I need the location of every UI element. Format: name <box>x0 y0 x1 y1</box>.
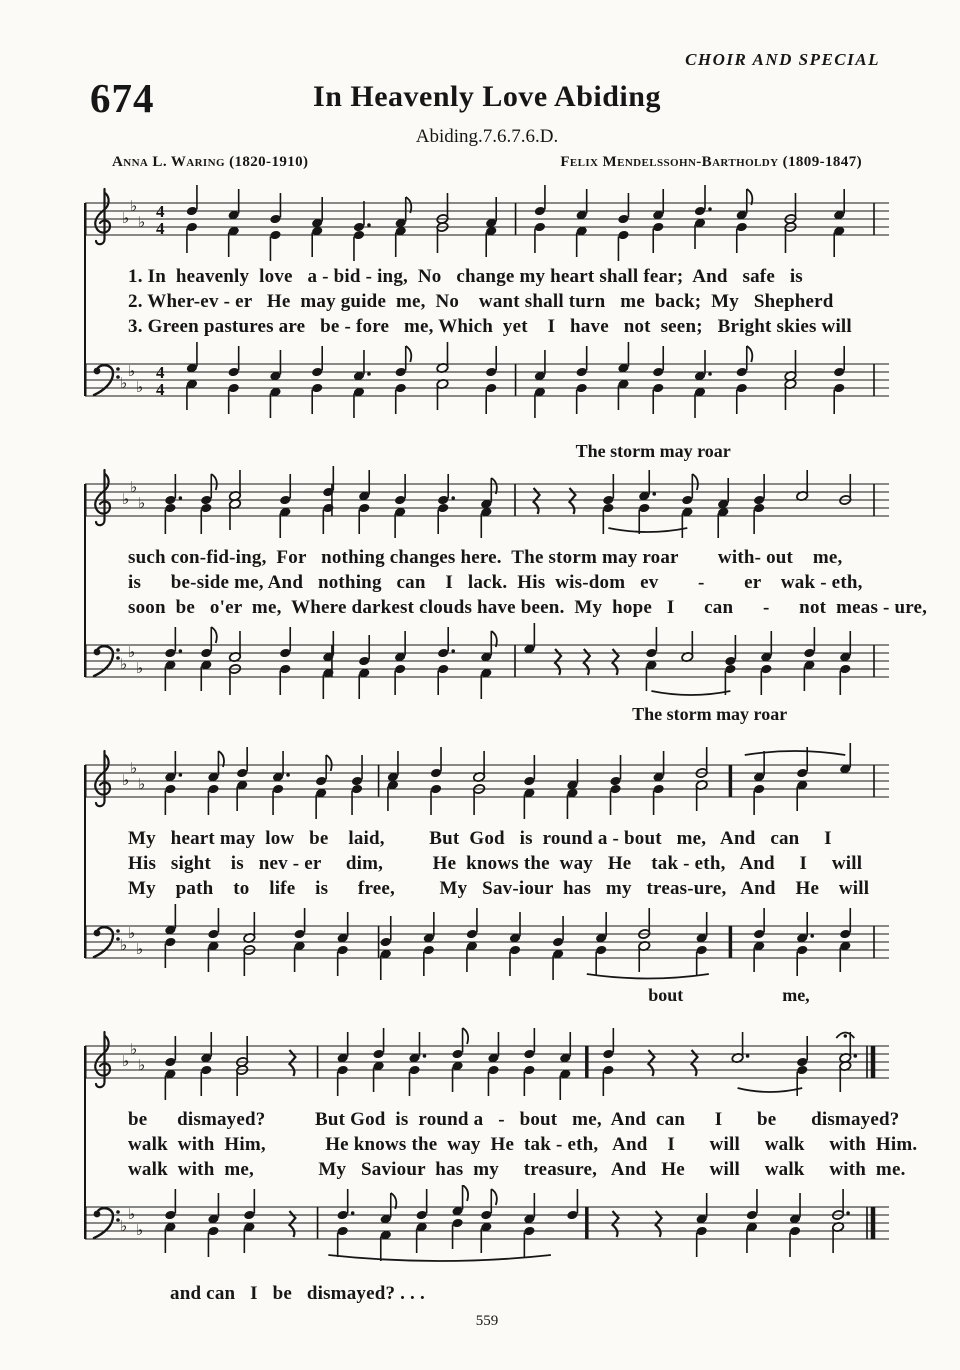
verse-block <box>128 264 890 339</box>
verse-block <box>128 1107 918 1182</box>
svg-text:♭: ♭ <box>138 775 146 793</box>
svg-text:♭: ♭ <box>138 1056 146 1074</box>
svg-text:♭: ♭ <box>138 494 146 512</box>
title-row <box>84 75 890 124</box>
svg-text:4: 4 <box>156 380 165 399</box>
system-barline <box>84 203 86 396</box>
svg-text:♭: ♭ <box>120 655 128 673</box>
hymn-title: In Heavenly Love Abiding <box>313 80 661 113</box>
music-system-4 <box>84 1024 918 1265</box>
system-barline <box>84 1046 86 1239</box>
svg-text:♭: ♭ <box>122 771 130 789</box>
lyric-line: 3. Green pastures are be - fore me, Which yet I have not seen; Bright skies will <box>128 316 852 337</box>
page-number: 559 <box>475 1313 499 1329</box>
svg-text:♭: ♭ <box>136 940 144 958</box>
lyric-line: His sight is nev - er dim, He knows the way He tak - eth, And I will <box>128 853 863 874</box>
verse-block <box>128 826 890 901</box>
echo-annotation: The storm may roar <box>632 704 788 724</box>
svg-text:♭: ♭ <box>136 1221 144 1239</box>
svg-text:♭: ♭ <box>120 1217 128 1235</box>
lyric-line: is be-side me, And nothing can I lack. His wis-dom ev - er wak - eth, <box>128 572 863 593</box>
svg-text:4: 4 <box>156 363 165 382</box>
svg-text:♭: ♭ <box>122 490 130 508</box>
music-system-2 <box>84 440 928 725</box>
svg-text:♭: ♭ <box>120 936 128 954</box>
verse-block <box>128 545 928 620</box>
svg-text:♭: ♭ <box>128 362 136 380</box>
music-system-1 <box>84 181 890 422</box>
svg-text:♭: ♭ <box>130 478 138 496</box>
hymn-number: 674 <box>90 75 155 121</box>
treble-staff <box>84 743 890 823</box>
lyric-line: soon be o'er me, Where darkest clouds have been. My hope I can - not meas - ure, <box>128 597 928 618</box>
svg-text:♭: ♭ <box>122 209 130 227</box>
page-footer <box>84 1283 890 1330</box>
treble-staff <box>84 462 890 542</box>
system-barline <box>84 765 86 958</box>
credits-row <box>84 154 890 171</box>
lyric-line: walk with Him, He knows the way He tak - eth, And I will walk with Him. <box>128 1134 918 1155</box>
lyric-line: 2. Wher-ev - er He may guide me, No want shall turn me back; My Shepherd <box>128 291 834 312</box>
treble-staff <box>84 1024 890 1104</box>
bass-staff <box>84 904 890 984</box>
svg-text:♭: ♭ <box>122 1052 130 1070</box>
music-system-3 <box>84 743 890 1006</box>
svg-text:♭: ♭ <box>130 1040 138 1058</box>
author-credit: Anna L. Waring (1820-1910) <box>112 154 309 170</box>
echo-annotation: bout me, <box>648 985 810 1005</box>
svg-text:♭: ♭ <box>128 643 136 661</box>
svg-text:♭: ♭ <box>136 378 144 396</box>
score <box>84 181 928 1265</box>
section-heading: CHOIR AND SPECIAL <box>685 50 880 69</box>
bass-staff <box>84 342 890 422</box>
svg-text:♭: ♭ <box>130 759 138 777</box>
tune-meter: Abiding.7.6.7.6.D. <box>415 126 559 147</box>
lyric-line: be dismayed? But God is round a - bout me, And can I be dismayed? <box>128 1109 900 1130</box>
composer-credit: Felix Mendelssohn-Bartholdy (1809-1847) <box>560 154 862 170</box>
svg-text:♭: ♭ <box>128 1205 136 1223</box>
echo-annotation: The storm may roar <box>575 441 731 461</box>
lyric-line: 1. In heavenly love a - bid - ing, No change my heart shall fear; And safe is <box>128 266 803 287</box>
treble-staff <box>84 181 890 261</box>
svg-text:♭: ♭ <box>128 924 136 942</box>
system-barline <box>84 484 86 677</box>
svg-text:♭: ♭ <box>136 659 144 677</box>
lyric-line: such con-fid-ing, For nothing changes here. The storm may roar with- out me, <box>128 547 843 568</box>
lyric-line: My path to life is free, My Sav-iour has my treas-ure, And He will <box>128 878 870 899</box>
bass-staff <box>84 1185 890 1265</box>
svg-text:♭: ♭ <box>120 374 128 392</box>
svg-text:♭: ♭ <box>130 197 138 215</box>
echo-lyric: and can I be dismayed? . . . <box>170 1283 425 1304</box>
lyric-line: My heart may low be laid, But God is round a - bout me, And can I <box>128 828 832 849</box>
svg-text:♭: ♭ <box>138 213 146 231</box>
bass-staff <box>84 623 890 703</box>
lyric-line: walk with me, My Saviour has my treasure, And He will walk with me. <box>128 1159 906 1180</box>
svg-text:4: 4 <box>156 202 165 221</box>
svg-text:4: 4 <box>156 219 165 238</box>
page-header <box>84 50 890 171</box>
